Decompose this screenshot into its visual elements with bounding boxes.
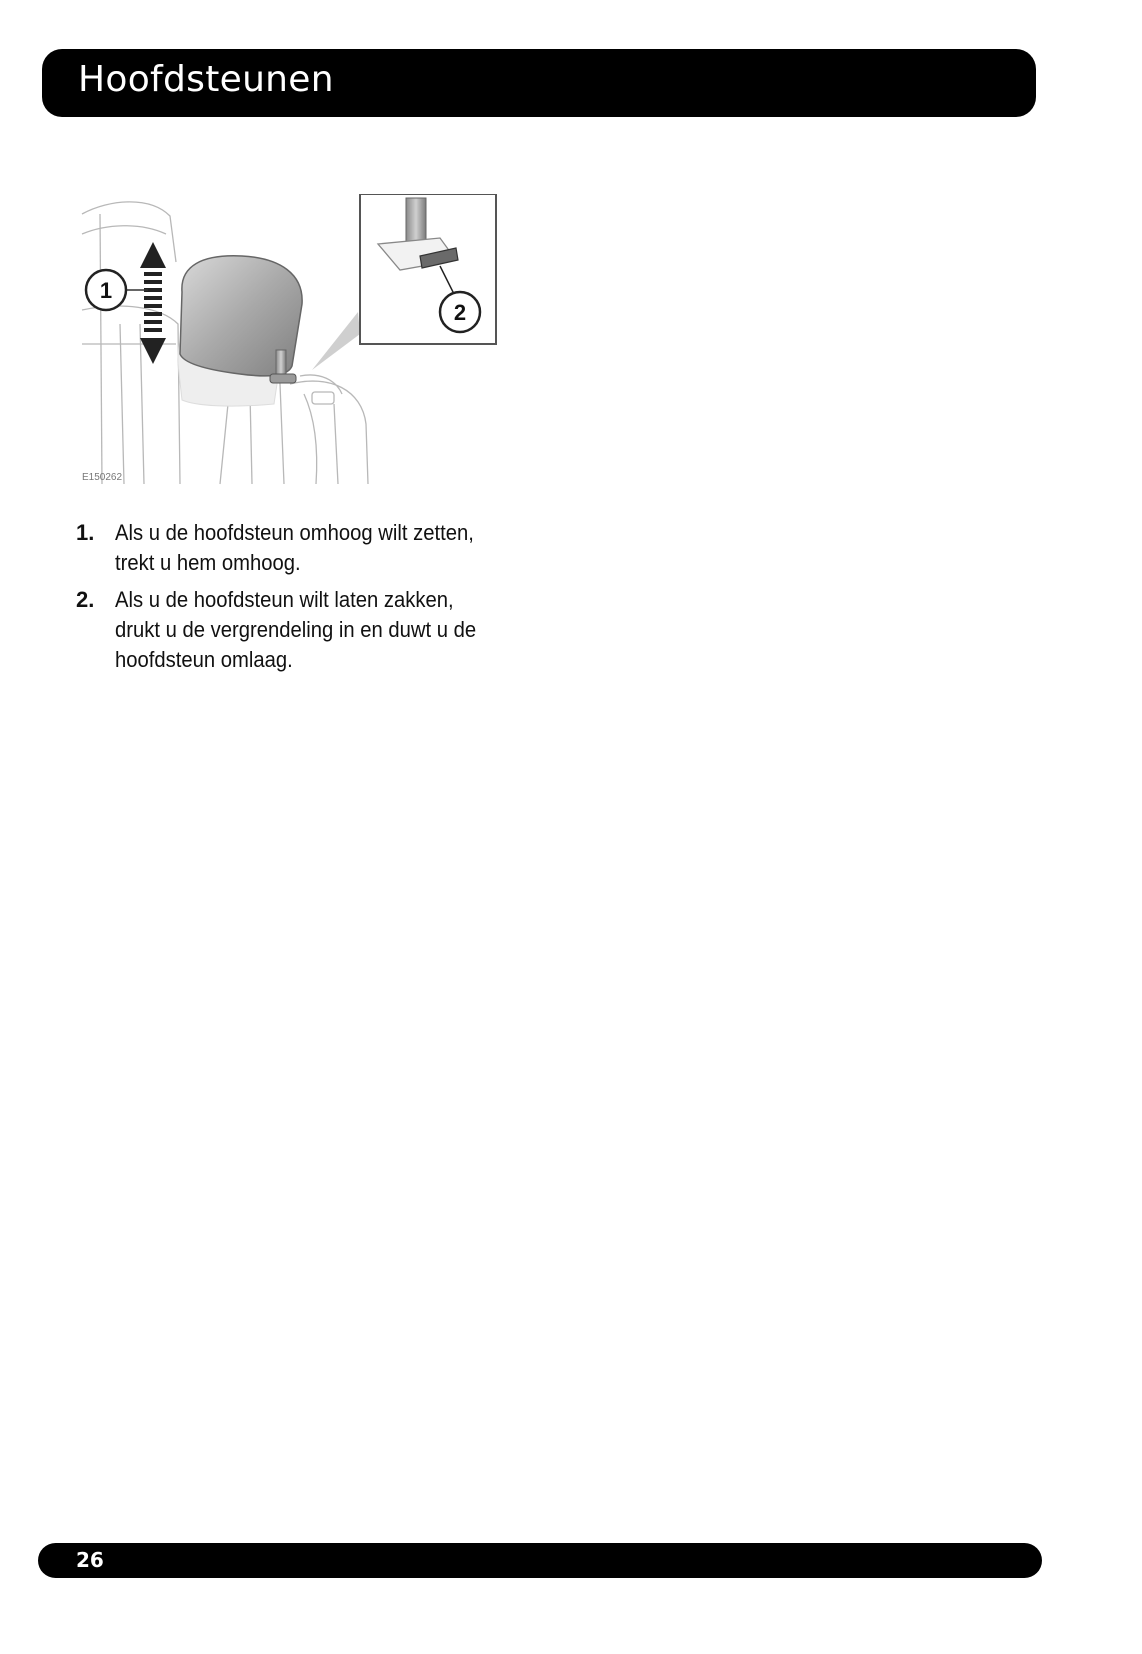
page-title: Hoofdsteunen xyxy=(78,59,334,100)
header-bar xyxy=(42,49,1036,117)
figure-code: E150262 xyxy=(82,472,123,483)
up-down-arrow-icon xyxy=(140,242,166,364)
headrest-illustration xyxy=(80,194,516,490)
step-number: 2. xyxy=(76,587,95,612)
list-item xyxy=(76,518,536,578)
footer-bar xyxy=(38,1543,1042,1578)
step-text: Als u de hoofdsteun wilt laten zakken, drukt u de vergrendeling in en duwt u de hoofdsteun omlaag. xyxy=(115,587,477,672)
list-item xyxy=(76,585,536,675)
step-number: 1. xyxy=(76,520,95,545)
instruction-list xyxy=(76,518,536,682)
svg-text:1: 1 xyxy=(99,278,113,303)
inset-leader xyxy=(312,312,360,370)
step-text: Als u de hoofdsteun omhoog wilt zetten, trekt u hem omhoog. xyxy=(115,520,474,575)
page-number: 26 xyxy=(76,1548,104,1572)
svg-text:2: 2 xyxy=(453,300,467,325)
callout-1 xyxy=(86,270,148,310)
inset-detail xyxy=(360,194,496,344)
